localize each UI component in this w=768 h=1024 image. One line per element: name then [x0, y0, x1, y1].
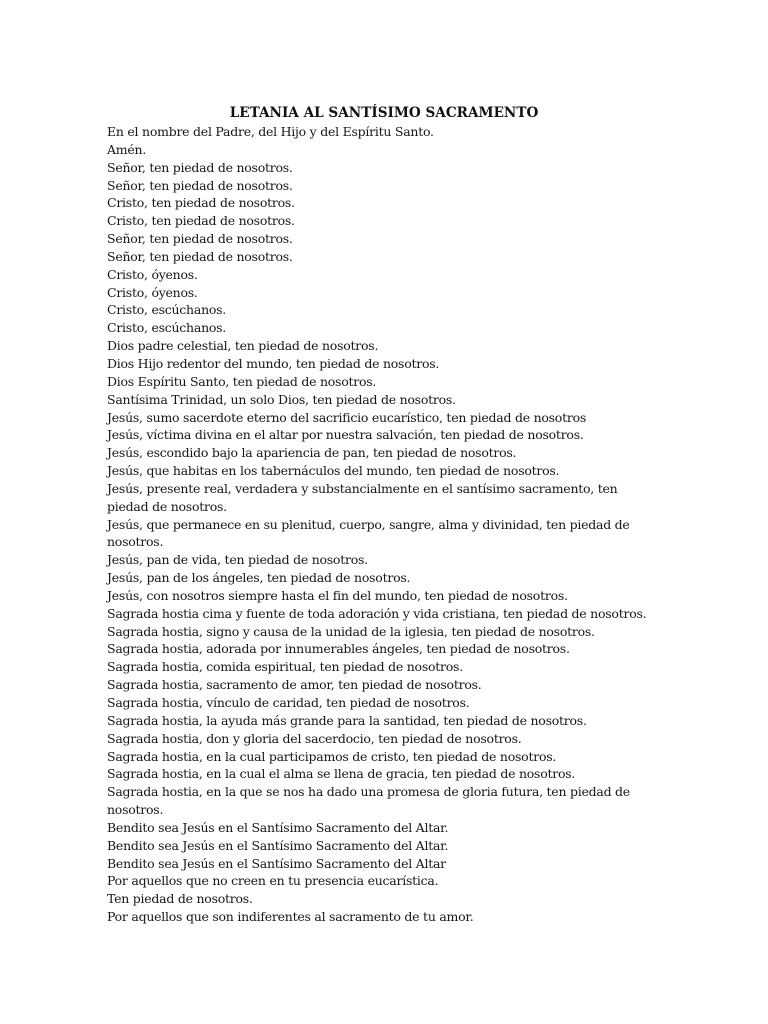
document-line: Bendito sea Jesús en el Santísimo Sacramento del Altar.	[107, 837, 449, 853]
document-line: Cristo, ten piedad de nosotros.	[107, 195, 295, 211]
document-line: Dios Hijo redentor del mundo, ten piedad de nosotros.	[107, 355, 440, 371]
document-line: Bendito sea Jesús en el Santísimo Sacramento del Altar	[107, 855, 446, 871]
document-line: Jesús, presente real, verdadera y substancialmente en el santísimo sacramento, ten	[107, 480, 618, 496]
document-line: Señor, ten piedad de nosotros.	[107, 159, 293, 175]
document-line: Señor, ten piedad de nosotros.	[107, 231, 293, 247]
document-line: Sagrada hostia, signo y causa de la unidad de la iglesia, ten piedad de nosotros.	[107, 623, 595, 639]
document-line: Jesús, que permanece en su plenitud, cuerpo, sangre, alma y divinidad, ten piedad de	[107, 516, 630, 532]
document-line: piedad de nosotros.	[107, 498, 227, 514]
document-line: Por aquellos que son indiferentes al sacramento de tu amor.	[107, 909, 474, 925]
document-line: Santísima Trinidad, un solo Dios, ten piedad de nosotros.	[107, 391, 456, 407]
document-line: Jesús, víctima divina en el altar por nuestra salvación, ten piedad de nosotros.	[107, 427, 584, 443]
document-line: Sagrada hostia, vínculo de caridad, ten piedad de nosotros.	[107, 695, 470, 710]
document-line: Jesús, que habitas en los tabernáculos del mundo, ten piedad de nosotros.	[107, 463, 560, 479]
document-line: Jesús, escondido bajo la apariencia de pan, ten piedad de nosotros.	[107, 445, 517, 461]
document-line: Sagrada hostia, don y gloria del sacerdocio, ten piedad de nosotros.	[107, 730, 522, 746]
document-line: Sagrada hostia, adorada por innumerables ángeles, ten piedad de nosotros.	[107, 641, 570, 657]
document-line: Sagrada hostia, la ayuda más grande para la santidad, ten piedad de nosotros.	[107, 712, 587, 728]
document-line: Sagrada hostia, en la cual participamos de cristo, ten piedad de nosotros.	[107, 748, 557, 764]
document-line: Por aquellos que no creen en tu presencia eucarística.	[107, 873, 439, 889]
document-line: nosotros.	[107, 802, 164, 818]
document-line: Jesús, pan de los ángeles, ten piedad de nosotros.	[107, 570, 411, 586]
document-line: Ten piedad de nosotros.	[107, 891, 253, 907]
document-line: Sagrada hostia, sacramento de amor, ten piedad de nosotros.	[107, 677, 482, 693]
document-line: Bendito sea Jesús en el Santísimo Sacramento del Altar.	[107, 819, 449, 835]
document-line: Cristo, escúchanos.	[107, 302, 227, 318]
document-line: Sagrada hostia, en la cual el alma se llena de gracia, ten piedad de nosotros.	[107, 766, 576, 782]
document-line: Sagrada hostia cima y fuente de toda adoración y vida cristiana, ten piedad de nosotros.	[107, 605, 647, 621]
document-line: Amén.	[107, 141, 147, 157]
document-line: Cristo, ten piedad de nosotros.	[107, 213, 295, 229]
document-line: Señor, ten piedad de nosotros.	[107, 248, 293, 264]
document-line: Cristo, óyenos.	[107, 284, 198, 300]
document-body	[107, 123, 747, 926]
document-line: Dios padre celestial, ten piedad de nosotros.	[107, 338, 379, 354]
document-line: Sagrada hostia, en la que se nos ha dado una promesa de gloria futura, ten piedad de	[107, 784, 630, 800]
document-line: Señor, ten piedad de nosotros.	[107, 177, 293, 193]
document-line: Jesús, sumo sacerdote eterno del sacrificio eucarístico, ten piedad de nosotros	[107, 409, 587, 425]
document-line: nosotros.	[107, 534, 164, 550]
document-line: Sagrada hostia, comida espiritual, ten piedad de nosotros.	[107, 659, 463, 675]
document-line: Cristo, óyenos.	[107, 266, 198, 282]
document-line: Cristo, escúchanos.	[107, 320, 227, 336]
document-title: LETANIA AL SANTÍSIMO SACRAMENTO	[229, 105, 539, 121]
document-line: Jesús, con nosotros siempre hasta el fin del mundo, ten piedad de nosotros.	[107, 587, 568, 603]
document-line: En el nombre del Padre, del Hijo y del Espíritu Santo.	[107, 124, 434, 139]
document-line: Jesús, pan de vida, ten piedad de nosotros.	[107, 552, 368, 568]
document-line: Dios Espíritu Santo, ten piedad de nosotros.	[107, 373, 377, 389]
